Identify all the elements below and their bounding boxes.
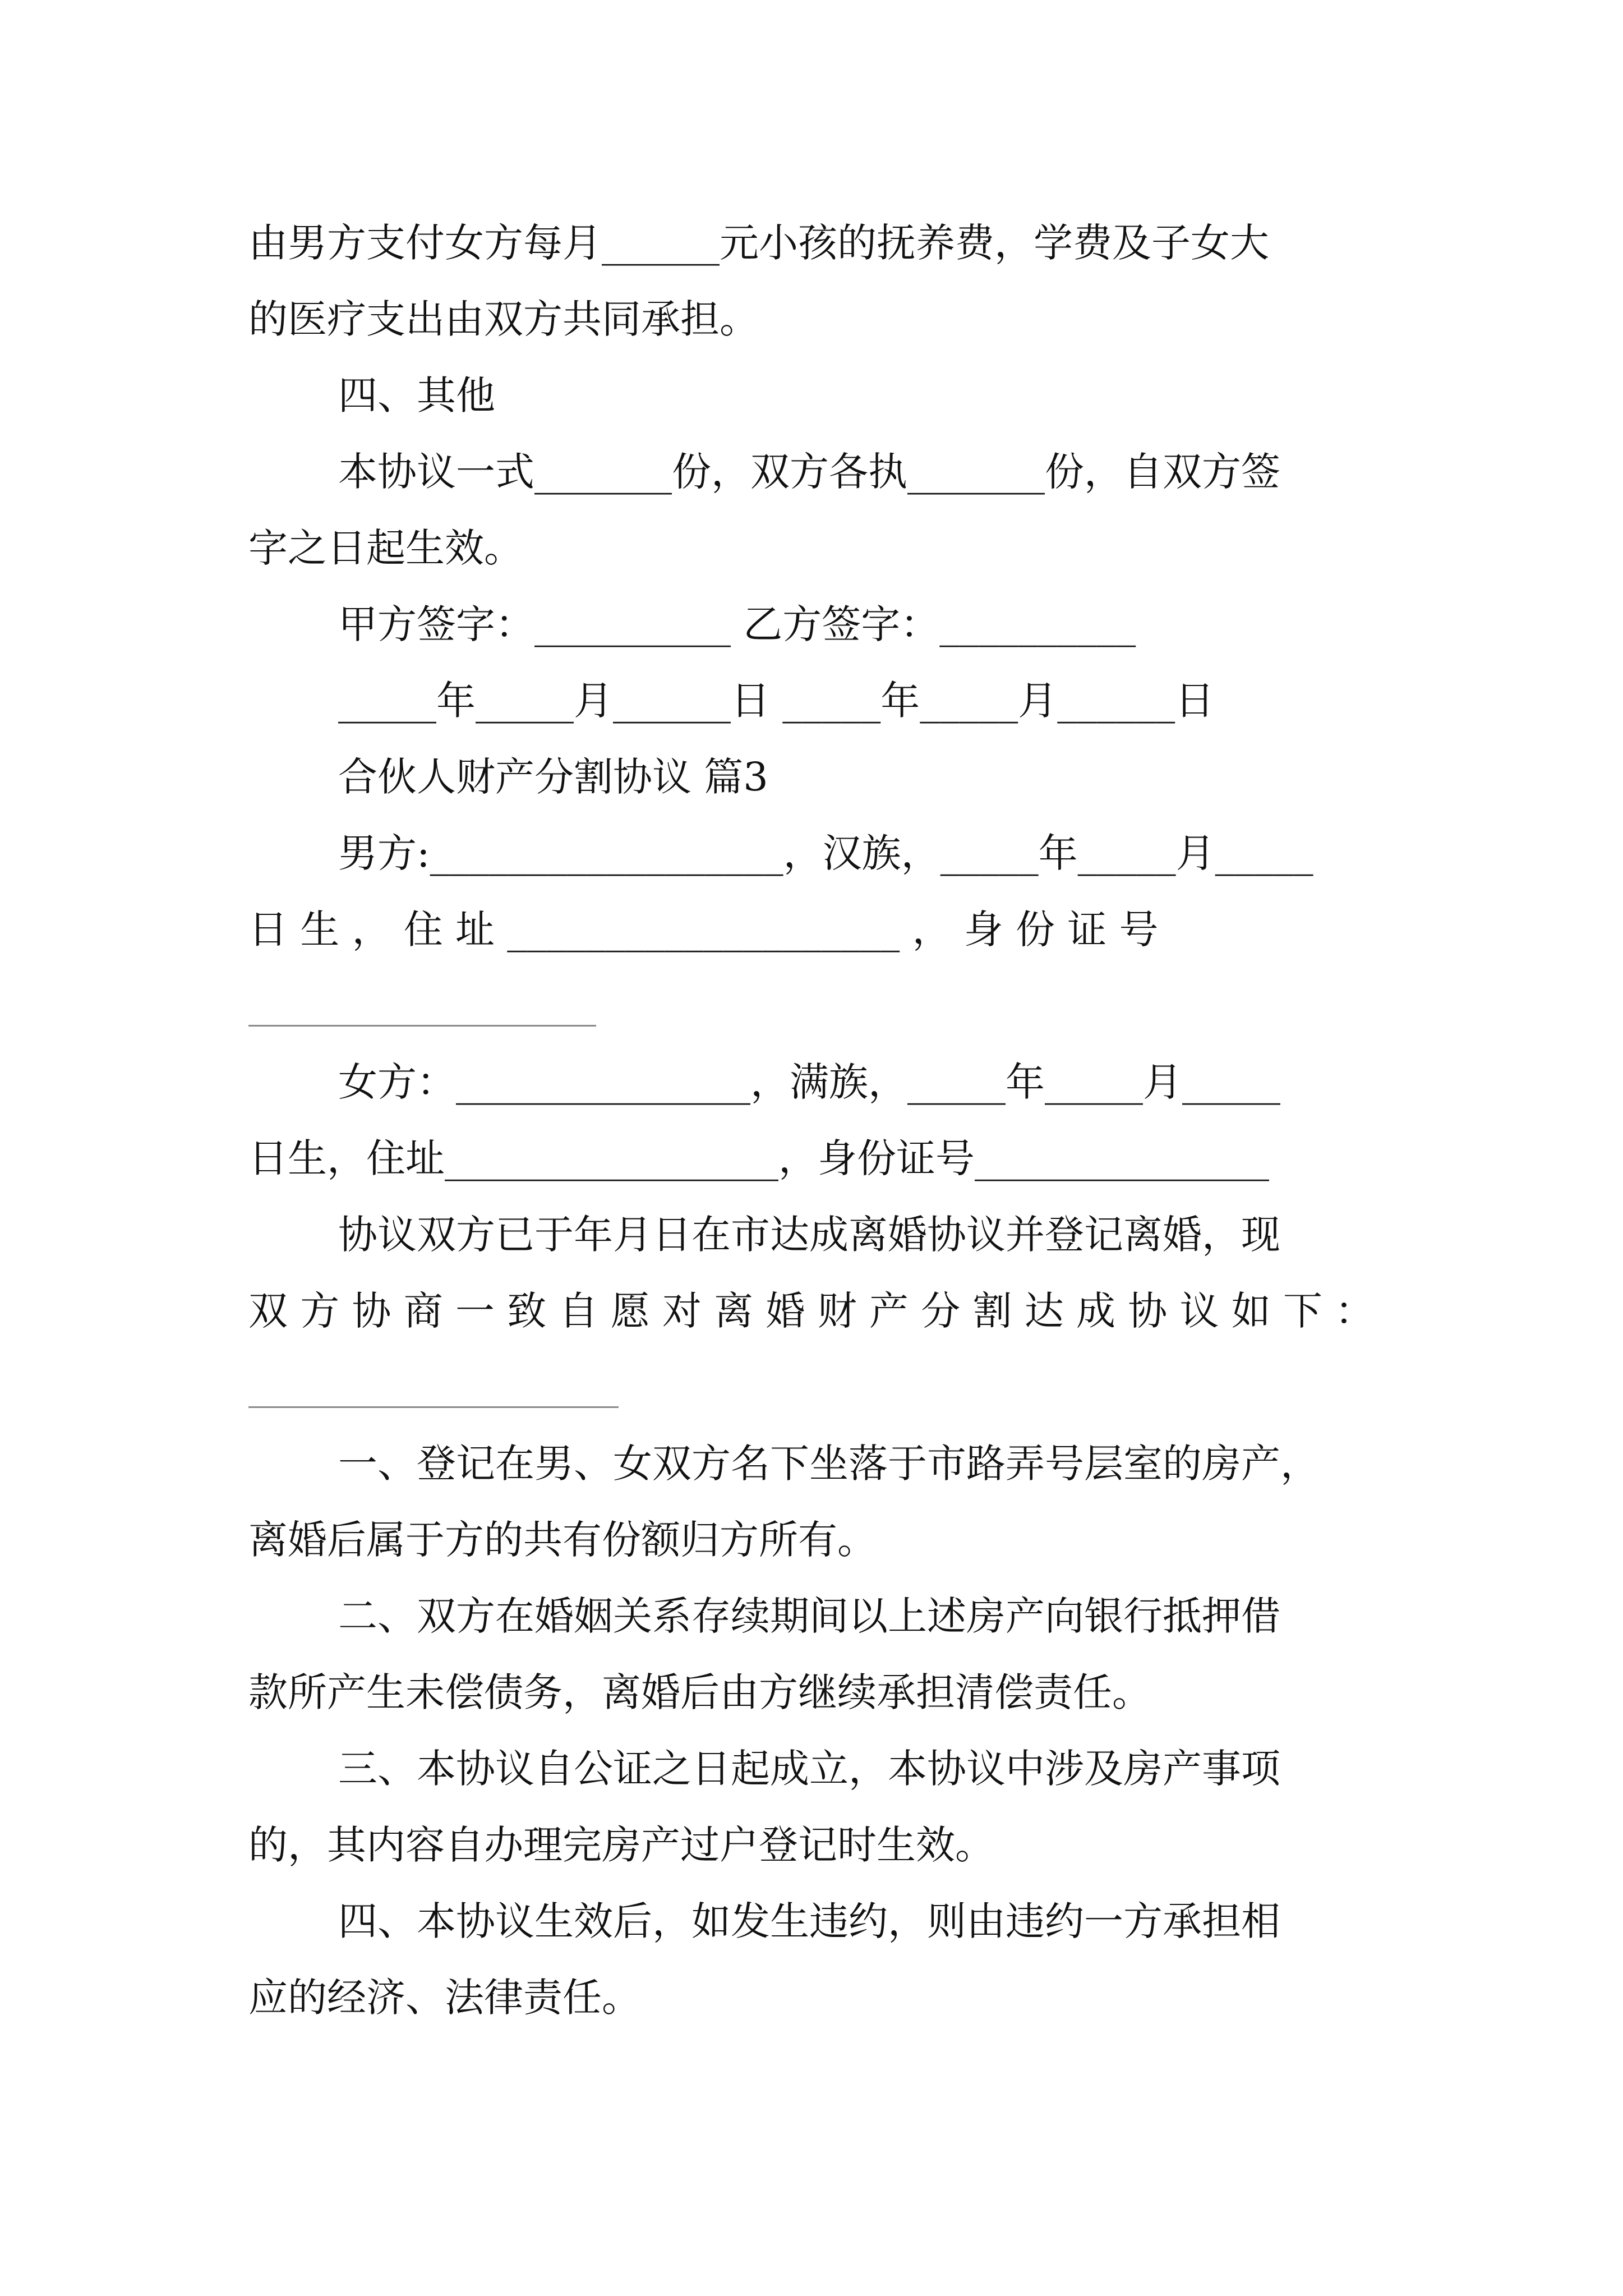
text-line: 女方：_______________，满族，_____年_____月_____ xyxy=(338,1059,1280,1105)
signature-line: 甲方签字：__________ 乙方签字：__________ xyxy=(338,601,1136,647)
text-line: 三、本协议自公证之日起成立，本协议中涉及房产事项 xyxy=(338,1746,1280,1792)
text-line: 协议双方已于年月日在市达成离婚协议并登记离婚，现 xyxy=(338,1212,1280,1258)
text-line: 的，其内容自办理完房产过户登记时生效。 xyxy=(248,1822,994,1868)
text-line: 一、登记在男、女双方名下坐落于市路弄号层室的房产， xyxy=(338,1441,1320,1487)
text-line: 由男方支付女方每月______元小孩的抚养费，学费及子女大 xyxy=(248,220,1269,266)
text-line: 双 方 协 商 一 致 自 愿 对 离 婚 财 产 分 割 达 成 协 议 如 下 ： xyxy=(248,1288,1375,1334)
text-line: 的医疗支出由双方共同承担。 xyxy=(248,296,759,342)
text-line: 字之日起生效。 xyxy=(248,525,523,571)
text-line: 二、双方在婚姻关系存续期间以上述房产向银行抵押借 xyxy=(338,1593,1280,1639)
text-line: 四、本协议生效后，如发生违约，则由违约一方承担相 xyxy=(338,1898,1280,1944)
section-heading: 四、其他 xyxy=(338,372,495,418)
blank-underline xyxy=(248,1025,596,1027)
text-line: 本协议一式_______份，双方各执_______份，自双方签 xyxy=(338,449,1280,495)
text-line: 款所产生未偿债务，离婚后由方继续承担清偿责任。 xyxy=(248,1669,1151,1715)
text-line: 日 生 ， 住 址 ____________________ ， 身 份 证 号 xyxy=(248,907,1159,953)
text-line: 日生，住址_________________，身份证号_______________ xyxy=(248,1135,1269,1181)
article-title: 合伙人财产分割协议 篇3 xyxy=(338,754,768,800)
date-line: _____年_____月______日 _____年_____月______日 xyxy=(338,678,1215,724)
text-line: 男方:__________________，汉族，_____年_____月_____ xyxy=(338,830,1313,876)
text-line: 应的经济、法律责任。 xyxy=(248,1975,641,2021)
blank-underline xyxy=(248,1406,619,1408)
text-line: 离婚后属于方的共有份额归方所有。 xyxy=(248,1517,877,1563)
